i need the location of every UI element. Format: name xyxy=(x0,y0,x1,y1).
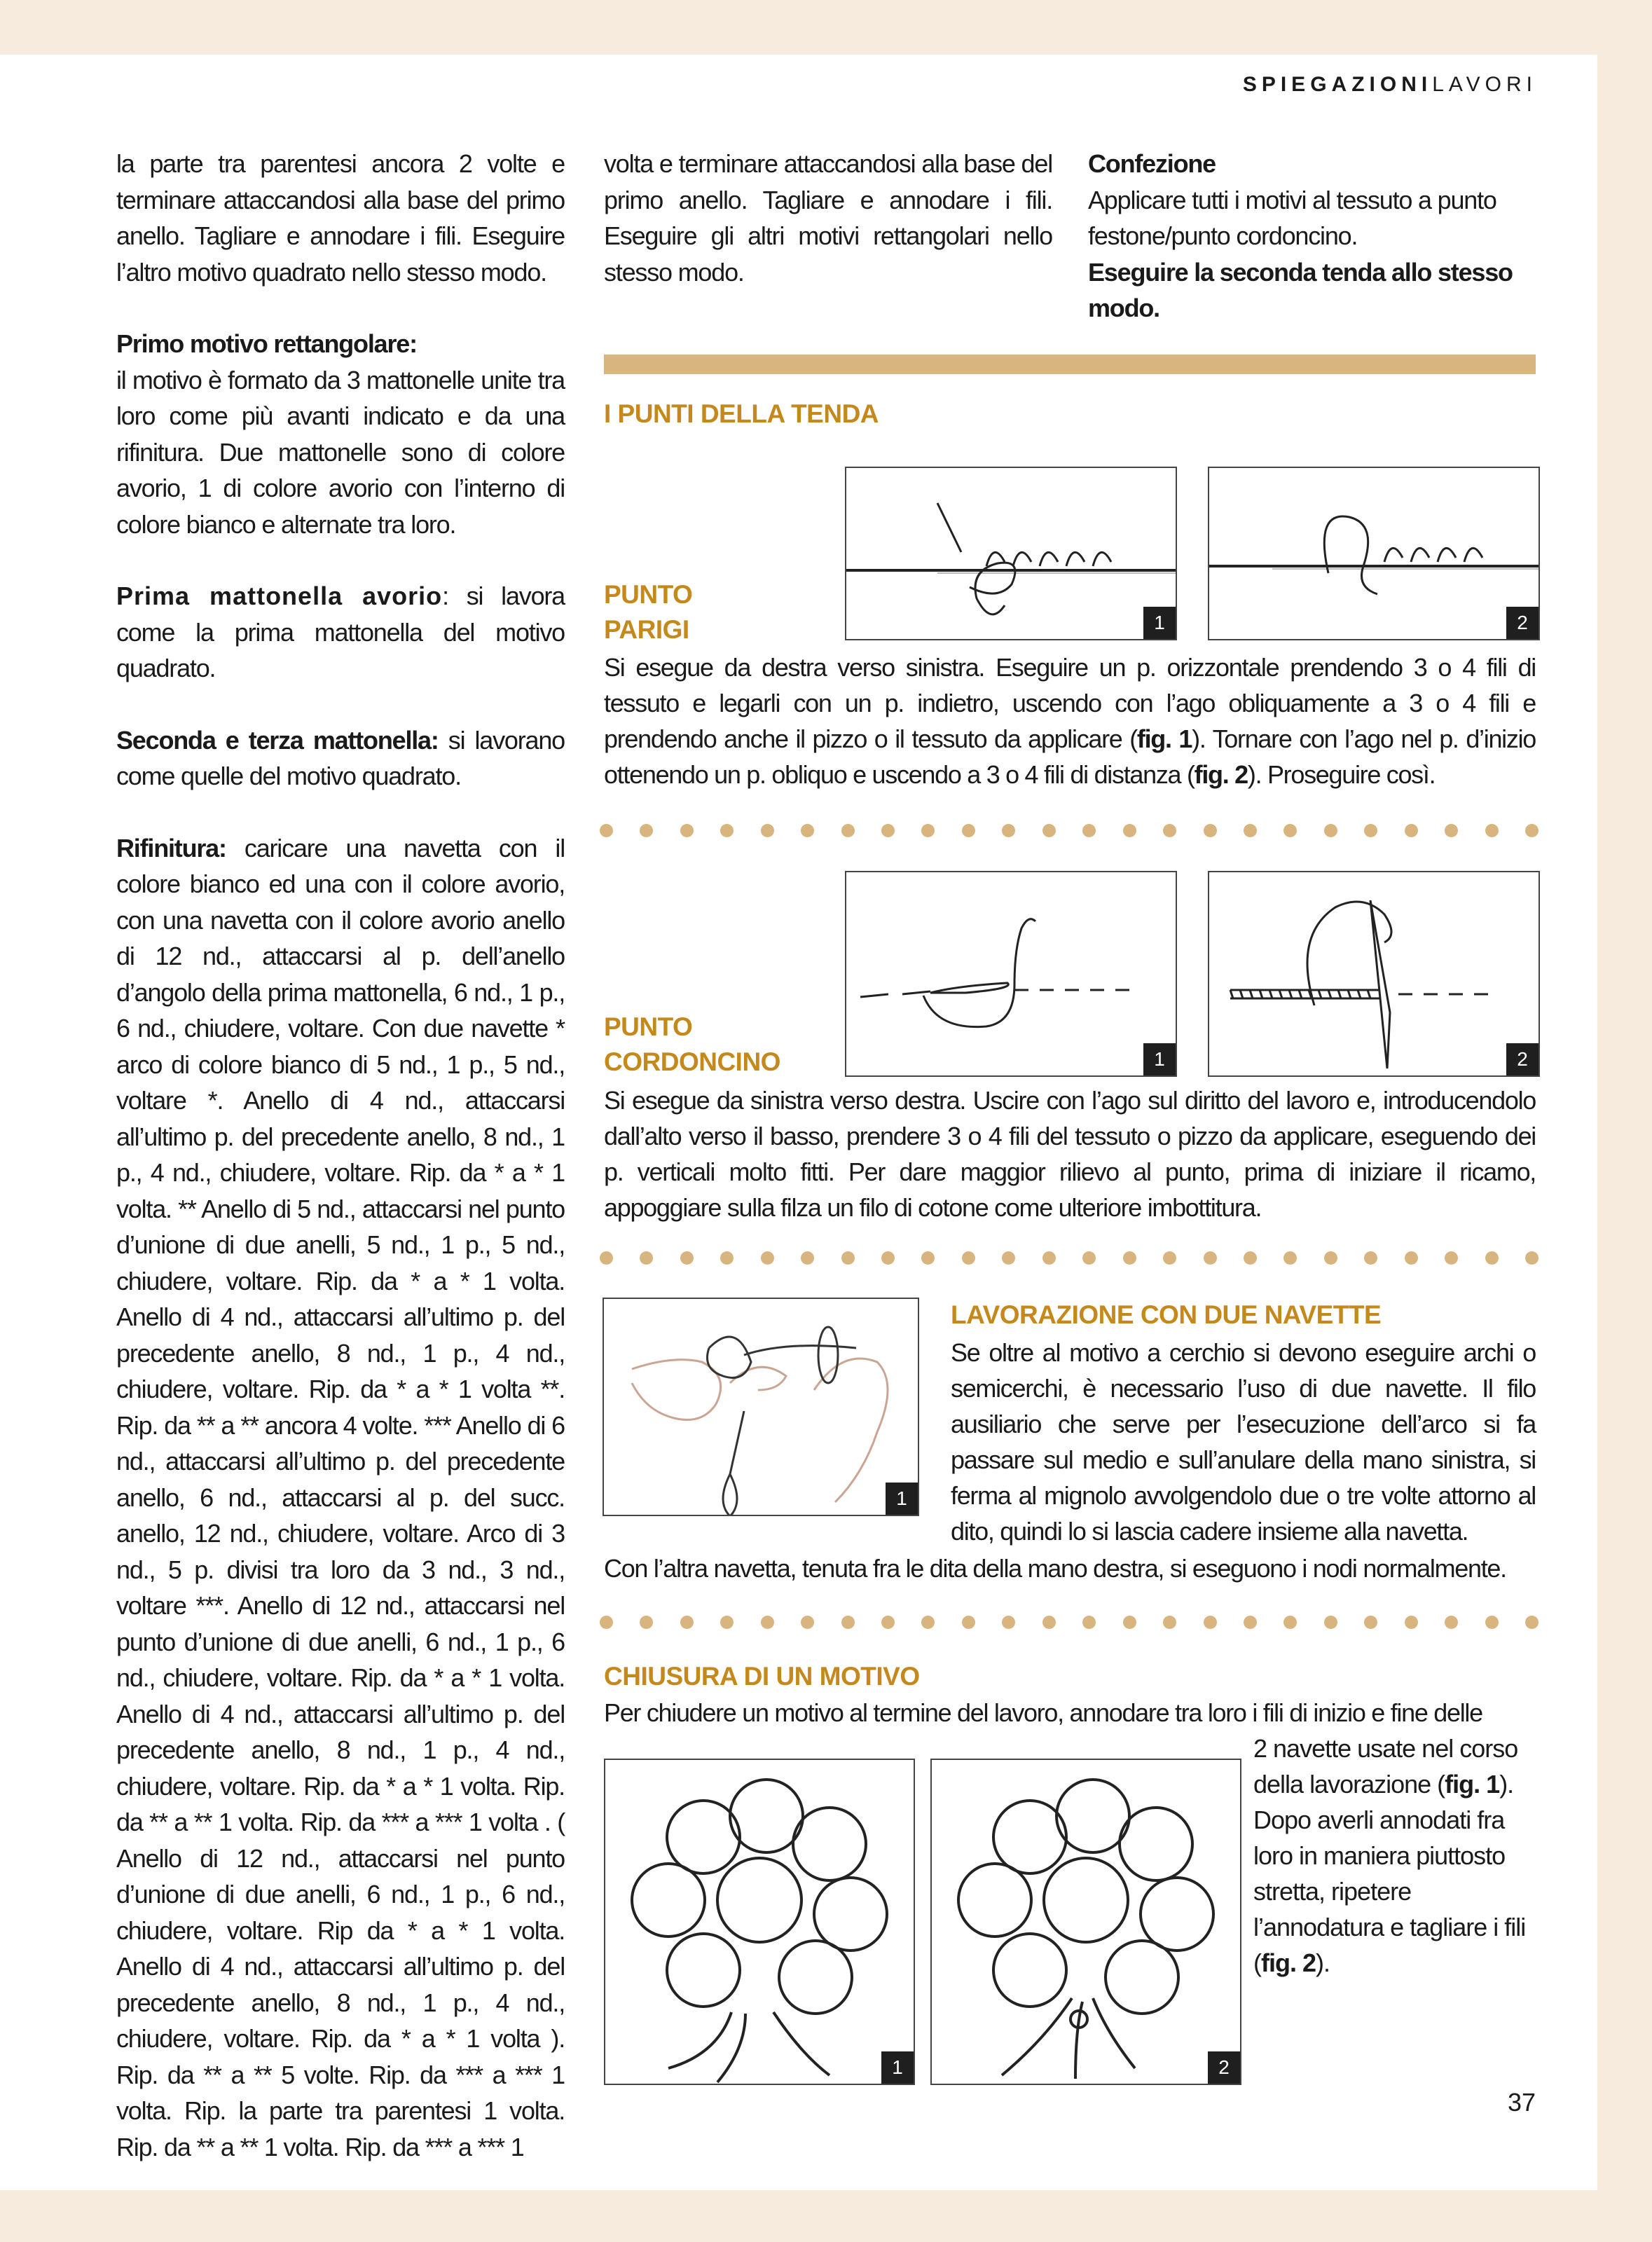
hands-shuttle-drawing xyxy=(604,1299,918,1515)
divider-dot xyxy=(921,1251,935,1265)
chiusura-figure-1 xyxy=(604,1759,915,2085)
divider-dot xyxy=(1123,824,1136,837)
divider-dot xyxy=(1244,1616,1257,1629)
divider-dot xyxy=(1123,1251,1136,1265)
dot-divider-3 xyxy=(600,1616,1539,1630)
chiusura-text-b: ). Dopo averli annodati fra loro in maniera piuttosto stretta, ripetere l’annodatura e tagliare i fili ( xyxy=(1253,1770,1526,1977)
rifinitura-title: Rifinitura: xyxy=(116,833,226,862)
divider-dot xyxy=(1163,1616,1176,1629)
dot-divider-1 xyxy=(600,824,1539,838)
parigi-fig2-number: 2 xyxy=(1506,607,1539,639)
parigi-fig1-ref: fig. 1 xyxy=(1136,724,1192,753)
header-right: LAVORI xyxy=(1432,73,1537,96)
chiusura-text xyxy=(1253,1731,1537,1981)
middle-column xyxy=(604,146,1052,290)
punto-parigi-title-1: PUNTO xyxy=(604,580,693,609)
rifinitura-text: caricare una navetta con il colore bianco ed una con il colore avorio, con una navetta con il colore avorio anello di 12 nd., attaccarsi al p. dell’anello d’angolo della prima mattonella, 6 nd., 1 p., 6 nd., chiudere, voltare. Con due navette * arco di colore bianco di 5 nd., 1 p., 5 nd., voltare *. Anello di 4 nd., attaccarsi all’ultimo p. del precedente anello, 8 nd., 1 p., 4 nd., chiudere, voltare. Rip. da * a * 1 volta. ** Anello di 5 nd., attaccarsi nel punto d’unione di due anelli, 5 nd., 1 p., 5 nd., chiudere, voltare. Rip. da * a * 1 volta. Anello di 4 nd., attaccarsi all’ultimo p. del precedente anello, 8 nd., 1 p., 4 nd., chiudere, voltare. Rip. da * a * 1 volta **. Rip. da ** a ** ancora 4 volte. *** Anello di 6 nd., attaccarsi all’ultimo p. del precedente anello, 6 nd., attaccarsi al p. del succ. anello, 12 nd., chiudere, voltare. Arco di 3 nd., 5 p. divisi tra loro da 3 nd., 3 nd., voltare ***. Anello di 12 nd., attaccarsi nel punto d’unione di due anelli, 6 nd., 1 p., 6 nd., chiudere, voltare. Rip. da * a * 1 volta. Anello di 4 nd., attaccarsi all’ultimo p. del precedente anello, 8 nd., 1 p., 4 nd., chiudere, voltare. Rip. da * a * 1 volta. Rip. da ** a ** 1 volta. Rip. da *** a *** 1 volta . ( Anello di 12 nd., attaccarsi nel punto d’unione di due anelli, 6 nd., 1 p., 6 nd., chiudere, voltare. Rip da * a * 1 volta. Anello di 4 nd., attaccarsi all’ultimo p. del precedente anello, 8 nd., 1 p., 4 nd., chiudere, voltare. Rip. da * a * 1 volta ). Rip. da ** a ** 5 volte. Rip. da *** a *** 1 volta. Rip. la parte tra parentesi 1 volta. Rip. da ** a ** 1 volta. Rip. da *** a *** 1 xyxy=(116,833,565,2161)
divider-dot xyxy=(1445,824,1458,837)
lavorazione-title: LAVORAZIONE CON DUE NAVETTE xyxy=(951,1300,1382,1329)
cordoncino-fig2-drawing xyxy=(1209,872,1539,1075)
divider-dot xyxy=(761,824,774,837)
divider-dot xyxy=(921,824,935,837)
lavorazione-text-full: Con l’altra navetta, tenuta fra le dita della mano destra, si eseguono i nodi normalmente. xyxy=(604,1554,1506,1583)
chiusura-fig2-number: 2 xyxy=(1208,2051,1240,2084)
cordoncino-fig1-number: 1 xyxy=(1143,1043,1176,1075)
prima-text: : si lavora come la prima mattonella del motivo quadrato. xyxy=(116,582,565,682)
divider-dot xyxy=(962,824,975,837)
chiusura-text-c: ). xyxy=(1316,1948,1330,1977)
divider-dot xyxy=(680,824,694,837)
divider-dot xyxy=(1485,1616,1499,1629)
divider-dot xyxy=(1405,824,1418,837)
divider-dot xyxy=(761,1616,774,1629)
punto-cordoncino-title xyxy=(604,1010,780,1080)
seconda-paragraph xyxy=(116,722,565,795)
rect-title: Primo motivo rettangolare: xyxy=(116,329,417,358)
divider-dot xyxy=(1002,824,1015,837)
rect-text: il motivo è formato da 3 mattonelle unite tra loro come più avanti indicato e da una rifinitura. Due mattonelle sono di colore avorio, 1 di colore avorio con l’interno di colore bianco e alternate tra loro. xyxy=(116,365,565,539)
punto-cordoncino-title-1: PUNTO xyxy=(604,1012,693,1041)
parigi-figure-2 xyxy=(1208,467,1540,640)
divider-dot xyxy=(1445,1251,1458,1265)
punto-parigi-title-2: PARIGI xyxy=(604,615,689,644)
lavorazione-figure xyxy=(603,1298,919,1516)
divider-dot xyxy=(801,1616,814,1629)
parigi-text-c: ). Proseguire così. xyxy=(1247,760,1436,789)
intro-paragraph: la parte tra parentesi ancora 2 volte e terminare attaccandosi alla base del primo anello. Tagliare e annodare i fili. Eseguire l’altro motivo quadrato nello stesso modo. xyxy=(116,149,565,287)
divider-dot xyxy=(1002,1616,1015,1629)
confezione-title: Confezione xyxy=(1088,149,1216,178)
divider-dot xyxy=(1123,1616,1136,1629)
divider-dot xyxy=(1485,824,1499,837)
divider-dot xyxy=(1082,1251,1096,1265)
divider-dot xyxy=(1042,1251,1056,1265)
tatting-motif-drawing-2 xyxy=(932,1760,1240,2084)
divider-dot xyxy=(962,1616,975,1629)
divider-dot xyxy=(1082,1616,1096,1629)
divider-dot xyxy=(801,1251,814,1265)
punto-parigi-title xyxy=(604,577,692,647)
divider-dot xyxy=(1042,1616,1056,1629)
prima-title: Prima mattonella avorio xyxy=(116,582,443,610)
cordoncino-fig1-drawing xyxy=(846,872,1176,1075)
divider-dot xyxy=(600,824,613,837)
parigi-fig1-drawing xyxy=(846,468,1176,639)
chiusura-figure-2 xyxy=(930,1759,1241,2085)
divider-dot xyxy=(640,1616,653,1629)
punto-cordoncino-title-2: CORDONCINO xyxy=(604,1047,780,1076)
divider-dot xyxy=(1283,1616,1297,1629)
divider-dot xyxy=(841,1251,855,1265)
dot-divider-2 xyxy=(600,1251,1539,1265)
punto-parigi-text xyxy=(604,649,1536,792)
lavorazione-fig-number: 1 xyxy=(886,1483,918,1515)
confezione-text: Applicare tutti i motivi al tessuto a punto festone/punto cordoncino. xyxy=(1088,185,1496,250)
divider-dot xyxy=(1405,1616,1418,1629)
divider-dot xyxy=(640,824,653,837)
rifinitura-paragraph xyxy=(116,830,565,2166)
divider-dot xyxy=(1525,1616,1539,1629)
chiusura-fig2-ref: fig. 2 xyxy=(1261,1948,1316,1977)
section-bar xyxy=(604,355,1536,374)
section-title: I PUNTI DELLA TENDA xyxy=(604,399,879,428)
parigi-figure-1 xyxy=(845,467,1177,640)
divider-dot xyxy=(881,824,895,837)
divider-dot xyxy=(1204,1616,1217,1629)
confezione-bold: Eseguire la seconda tenda allo stesso modo. xyxy=(1088,257,1513,322)
divider-dot xyxy=(1042,824,1056,837)
divider-dot xyxy=(1525,1251,1539,1265)
divider-dot xyxy=(1364,1616,1377,1629)
cordoncino-figure-1 xyxy=(845,871,1177,1077)
divider-dot xyxy=(600,1616,613,1629)
divider-dot xyxy=(801,824,814,837)
divider-dot xyxy=(1364,824,1377,837)
chiusura-text-a: 2 navette usate nel corso della lavorazione ( xyxy=(1253,1734,1518,1799)
divider-dot xyxy=(1163,824,1176,837)
divider-dot xyxy=(1204,1251,1217,1265)
cordoncino-figure-2 xyxy=(1208,871,1540,1077)
divider-dot xyxy=(1283,824,1297,837)
chiusura-fig1-number: 1 xyxy=(881,2051,914,2084)
divider-dot xyxy=(1485,1251,1499,1265)
parigi-text-b: ). Tornare con l’ago nel p. d’inizio ottenendo un p. obliquo e uscendo a 3 o 4 fili di distanza ( xyxy=(604,724,1536,789)
divider-dot xyxy=(1324,1251,1337,1265)
divider-dot xyxy=(1525,824,1539,837)
divider-dot xyxy=(1244,1251,1257,1265)
divider-dot xyxy=(1364,1251,1377,1265)
seconda-text: si lavorano come quelle del motivo quadrato. xyxy=(116,725,565,790)
divider-dot xyxy=(841,824,855,837)
divider-dot xyxy=(720,1616,734,1629)
middle-paragraph: volta e terminare attaccandosi alla base del primo anello. Tagliare e annodare i fili. Eseguire gli altri motivi rettangolari nello stesso modo. xyxy=(604,149,1052,287)
divider-dot xyxy=(841,1616,855,1629)
chiusura-fig1-ref: fig. 1 xyxy=(1445,1770,1500,1799)
divider-dot xyxy=(1204,824,1217,837)
page-number: 37 xyxy=(1507,2088,1536,2117)
cordoncino-fig2-number: 2 xyxy=(1506,1043,1539,1075)
header-left: SPIEGAZIONI xyxy=(1242,73,1433,96)
prima-paragraph xyxy=(116,578,565,687)
divider-dot xyxy=(720,1251,734,1265)
divider-dot xyxy=(1244,824,1257,837)
divider-dot xyxy=(761,1251,774,1265)
divider-dot xyxy=(1324,824,1337,837)
chiusura-title: CHIUSURA DI UN MOTIVO xyxy=(604,1662,920,1691)
chiusura-line1: Per chiudere un motivo al termine del lavoro, annodare tra loro i fili di inizio e fine delle xyxy=(604,1698,1482,1727)
divider-dot xyxy=(1002,1251,1015,1265)
punto-cordoncino-text: Si esegue da sinistra verso destra. Uscire con l’ago sul diritto del lavoro e, introducendolo dall’alto verso il basso, prendere 3 o 4 fili del tessuto o pizzo da applicare, eseguendo dei p. verticali molto fitti. Per dare maggior rilievo al punto, prima di iniziare il ricamo, appoggiare sulla filza un filo di cotone come ulteriore imbottitura. xyxy=(604,1086,1536,1222)
left-column xyxy=(116,146,565,2165)
divider-dot xyxy=(881,1251,895,1265)
divider-dot xyxy=(881,1616,895,1629)
divider-dot xyxy=(640,1251,653,1265)
divider-dot xyxy=(1324,1616,1337,1629)
divider-dot xyxy=(1283,1251,1297,1265)
divider-dot xyxy=(921,1616,935,1629)
parigi-text-a: Si esegue da destra verso sinistra. Eseguire un p. orizzontale prendendo 3 o 4 fili di tessuto e legarli con un p. indietro, uscendo con l’ago obliquamente a 3 o 4 fili e prendendo anche il pizzo o il tessuto da applicare ( xyxy=(604,653,1536,753)
divider-dot xyxy=(1082,824,1096,837)
divider-dot xyxy=(600,1251,613,1265)
parigi-fig1-number: 1 xyxy=(1143,607,1176,639)
right-column xyxy=(1088,146,1536,326)
divider-dot xyxy=(1163,1251,1176,1265)
divider-dot xyxy=(962,1251,975,1265)
confezione-paragraph xyxy=(1088,146,1536,326)
tatting-motif-drawing-1 xyxy=(605,1760,914,2084)
parigi-fig2-ref: fig. 2 xyxy=(1194,760,1248,789)
divider-dot xyxy=(720,824,734,837)
divider-dot xyxy=(1445,1616,1458,1629)
seconda-title: Seconda e terza mattonella: xyxy=(116,725,439,755)
divider-dot xyxy=(680,1251,694,1265)
rect-paragraph xyxy=(116,326,565,542)
divider-dot xyxy=(680,1616,694,1629)
section-header xyxy=(1243,73,1537,97)
lavorazione-text: Se oltre al motivo a cerchio si devono eseguire archi o semicerchi, è necessario l’uso di due navette. Il filo ausiliario che serve per l’esecuzione dell’arco si fa passare sul medio e sull’anulare della mano sinistra, si ferma al mignolo avvolgendolo due o tre volte attorno al dito, quindi lo si lascia cadere insieme alla navetta. xyxy=(951,1338,1536,1546)
divider-dot xyxy=(1405,1251,1418,1265)
parigi-fig2-drawing xyxy=(1209,468,1539,639)
